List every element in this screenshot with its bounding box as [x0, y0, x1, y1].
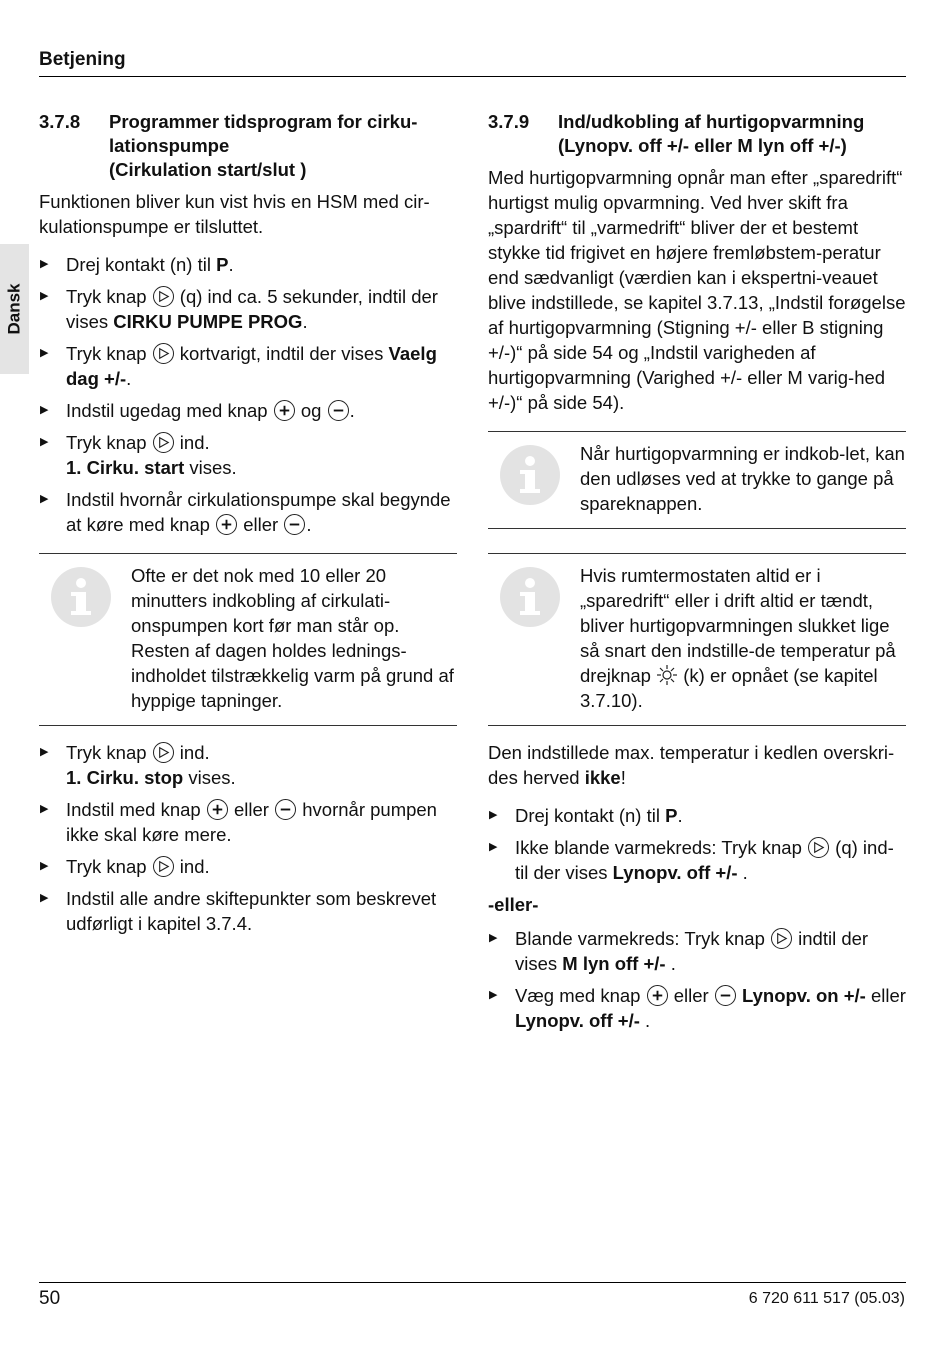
intro-paragraph: Med hurtigopvarmning opnår man efter „sparedrift“ hurtigst mulig opvarmning. Ved hver skift fra „spardrift“ til „varmedrift“ bliver der et bestemt stykke tid frigivet en højere fremløbstem-peratur end sædvanligt (værdien kan i ekspertni-veauet blive indstillede, se kapitel 3.7.13, „Indstil forøgelse af hurtigopvarmning (Stigning +/- eller B stigning +/-)“ på side 54 og „Indstil varigheden af hurtigopvarmning (Varighed +/- eller M varig-hed +/-)“ på side 54).: [488, 167, 906, 413]
play-button-icon: [153, 856, 174, 877]
list-item: ▶ Indstil hvornår cirkulationspumpe skal begynde at køre med knap eller .: [40, 489, 451, 535]
list-item: ▶ Tryk knap (q) ind ca. 5 sekunder, indtil der vises CIRKU PUMPE PROG.: [40, 286, 438, 332]
bullet-arrow-icon: ▶: [40, 860, 49, 872]
note-text: Når hurtigopvarmning er indkob-let, kan den udløses ved at trykke to gange på spareknappen.: [580, 443, 905, 514]
warning-paragraph: Den indstillede max. temperatur i kedlen overskri-des herved ikke!: [488, 742, 895, 788]
bullet-arrow-icon: ▶: [40, 290, 49, 302]
note-text: Hvis rumtermostaten altid er i „sparedrift“ eller i drift altid er tændt, bliver hurtigopvarmningen slukket lige så snart den indstille-de temperatur på drejknap (k) er opnået (se kapitel 3.7.10).: [580, 565, 896, 711]
section-heading: [39, 110, 457, 182]
bullet-arrow-icon: ▶: [40, 746, 49, 758]
list-item: ▶ Ikke blande varmekreds: Tryk knap (q) ind-til der vises Lynopv. off +/- .: [489, 837, 894, 883]
left-column: [39, 110, 457, 943]
plus-button-icon: [274, 400, 295, 421]
right-column: [488, 110, 906, 1040]
bullet-arrow-icon: ▶: [489, 932, 498, 944]
bullet-arrow-icon: ▶: [40, 493, 49, 505]
footer-rule: [39, 1282, 906, 1283]
play-button-icon: [153, 286, 174, 307]
bullet-arrow-icon: ▶: [489, 989, 498, 1001]
bullet-arrow-icon: ▶: [40, 404, 49, 416]
section-number: 3.7.8: [39, 111, 81, 132]
info-note: [39, 553, 457, 726]
minus-button-icon: [715, 985, 736, 1006]
bullet-arrow-icon: ▶: [40, 258, 49, 270]
bullet-arrow-icon: ▶: [40, 436, 49, 448]
list-item: ▶ Blande varmekreds: Tryk knap indtil der vises M lyn off +/- .: [489, 928, 869, 974]
list-item: ▶ Tryk knap ind. 1. Cirku. stop vises.: [40, 742, 236, 788]
info-note: [488, 553, 906, 726]
list-item: ▶ Drej kontakt (n) til P.: [489, 805, 683, 826]
minus-button-icon: [275, 799, 296, 820]
note-text: Ofte er det nok med 10 eller 20 minutters indkobling af cirkulati-onspumpen kort før man står op. Resten af dagen holdes lednings-indholdet tilstrækkelig varm på grund af hyppige tapninger.: [131, 565, 454, 711]
bullet-arrow-icon: ▶: [40, 892, 49, 904]
header-rule: [39, 76, 906, 77]
bullet-arrow-icon: ▶: [40, 347, 49, 359]
bullet-arrow-icon: ▶: [489, 809, 498, 821]
minus-button-icon: [328, 400, 349, 421]
plus-button-icon: [647, 985, 668, 1006]
list-item: ▶ Indstil med knap eller hvornår pumpen ikke skal køre mere.: [40, 799, 437, 845]
play-button-icon: [153, 432, 174, 453]
bullet-arrow-icon: ▶: [40, 803, 49, 815]
list-item: ▶ Tryk knap ind. 1. Cirku. start vises.: [40, 432, 237, 478]
language-tab: [0, 244, 29, 374]
list-item: ▶ Indstil alle andre skiftepunkter som beskrevet udførligt i kapitel 3.7.4.: [40, 888, 437, 934]
section-number: 3.7.9: [488, 111, 530, 132]
header-title: Betjening: [39, 49, 126, 70]
intro-paragraph: Funktionen bliver kun vist hvis en HSM med cir-kulationspumpe er tilsluttet.: [39, 191, 430, 237]
document-number: 6 720 611 517 (05.03): [748, 1290, 905, 1307]
list-item: ▶ Tryk knap kortvarigt, indtil der vises Vaelg dag +/-.: [40, 343, 437, 389]
page-number: 50: [39, 1288, 61, 1309]
info-icon: [488, 432, 580, 528]
list-item: ▶ Drej kontakt (n) til P.: [40, 254, 234, 275]
section-heading: [488, 110, 906, 158]
info-icon: [488, 554, 580, 725]
info-note: [488, 431, 906, 529]
list-item: ▶ Indstil ugedag med knap og .: [40, 400, 355, 421]
minus-button-icon: [284, 514, 305, 535]
play-button-icon: [153, 742, 174, 763]
sun-dial-icon: [656, 664, 678, 686]
play-button-icon: [808, 837, 829, 858]
section-title: Programmer tidsprogram for cirku- lationspumpe (Cirkulation start/slut ): [109, 111, 418, 180]
section-title: Ind/udkobling af hurtigopvarmning (Lynopv. off +/- eller M lyn off +/-): [558, 111, 865, 156]
bullet-arrow-icon: ▶: [489, 841, 498, 853]
list-item: ▶ Væg med knap eller Lynopv. on +/- eller Lynopv. off +/- .: [489, 985, 906, 1031]
play-button-icon: [153, 343, 174, 364]
play-button-icon: [771, 928, 792, 949]
plus-button-icon: [216, 514, 237, 535]
info-icon: [39, 554, 131, 725]
or-separator: -eller-: [488, 894, 539, 915]
list-item: ▶ Tryk knap ind.: [40, 856, 210, 877]
language-tab-label: Dansk: [4, 283, 24, 335]
plus-button-icon: [207, 799, 228, 820]
